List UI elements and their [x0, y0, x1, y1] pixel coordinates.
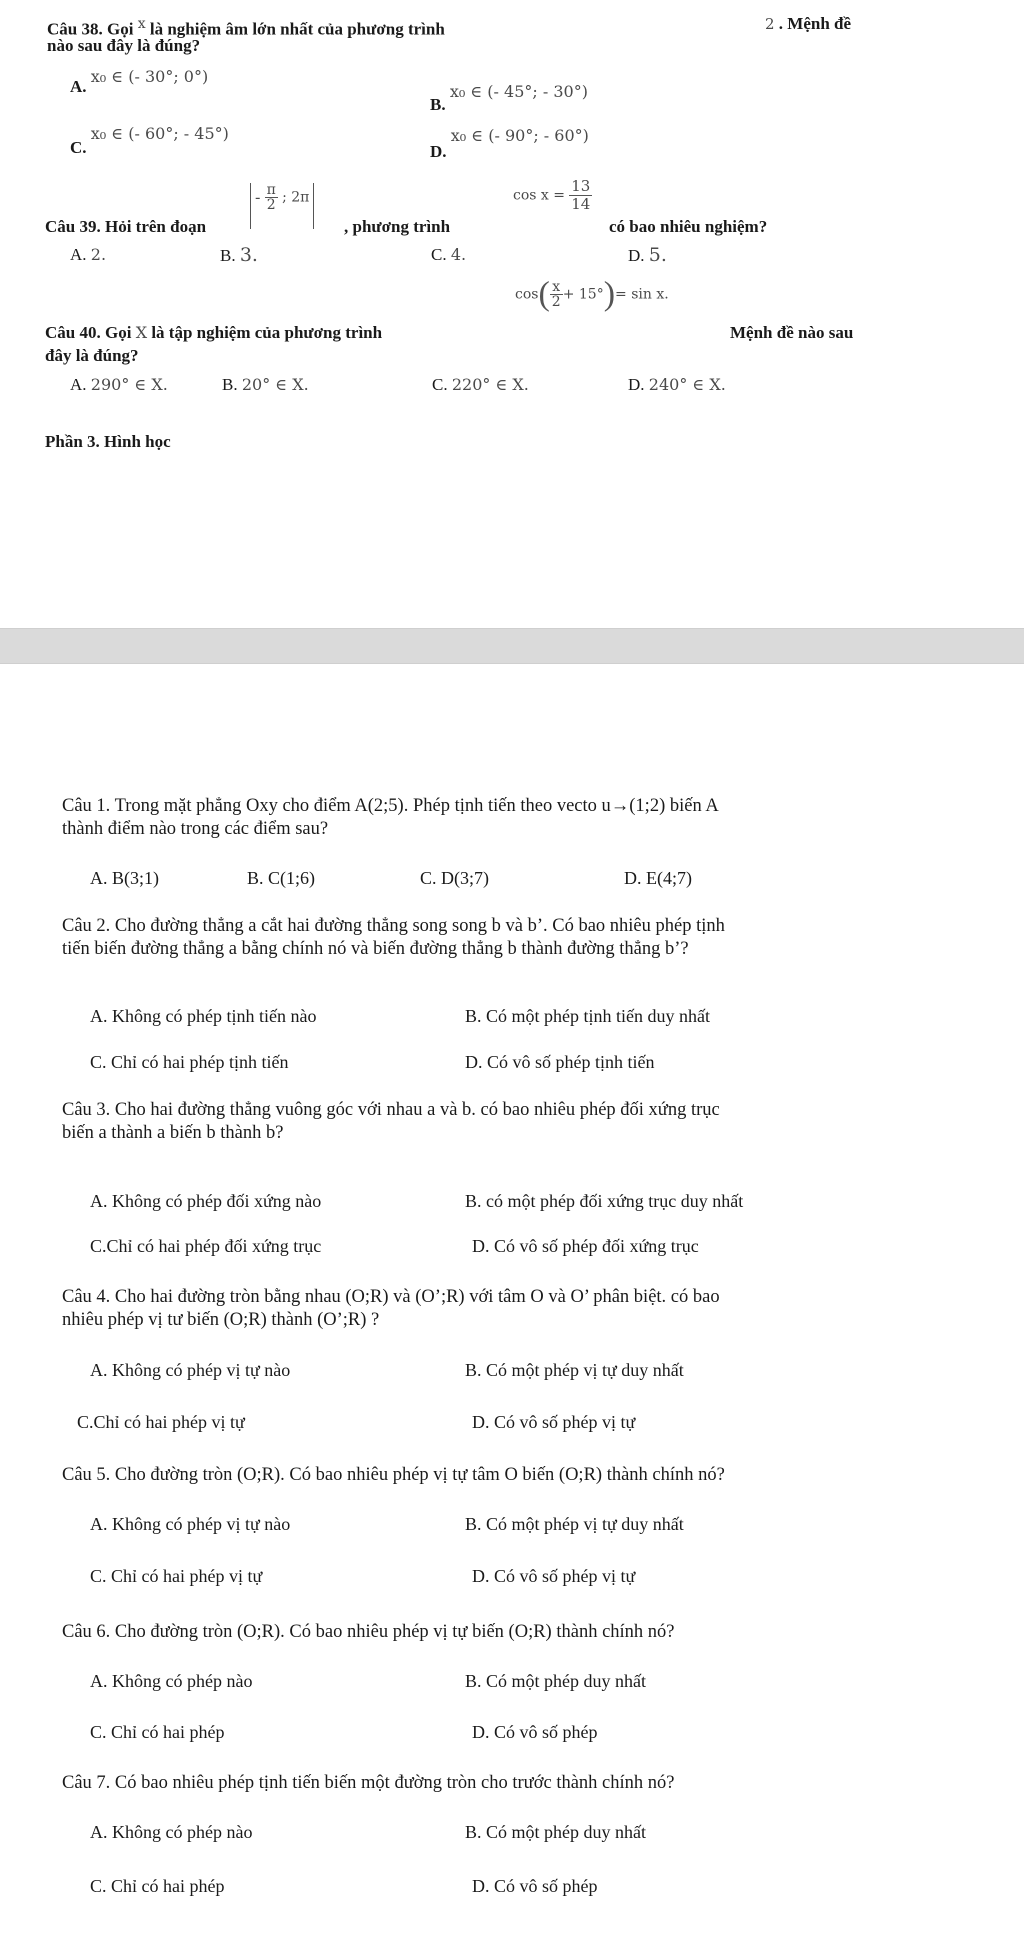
option-value: 5. [648, 244, 667, 266]
q1-option-a[interactable]: A. B(3;1) [90, 868, 159, 888]
q3-option-b[interactable]: B. có một phép đối xứng trục duy nhất [465, 1191, 744, 1211]
q7-option-b[interactable]: B. Có một phép duy nhất [465, 1822, 646, 1842]
q39-phrase: , phương trình [344, 217, 451, 236]
q40-set-x: X [135, 323, 148, 342]
q7-line1: Câu 7. Có bao nhiêu phép tịnh tiến biến một đường tròn cho trước thành chính nó? [62, 1773, 675, 1793]
q39-interval-bracket [250, 183, 314, 229]
q5-line1: Câu 5. Cho đường tròn (O;R). Có bao nhiêu phép vị tự tâm O biến (O;R) thành chính nó? [62, 1465, 725, 1485]
page-separator [0, 628, 1024, 664]
q38-option-d[interactable] [430, 126, 589, 163]
q40-tail: Mệnh đề nào sau [730, 323, 854, 342]
q39-interval [250, 183, 314, 233]
q5-option-c[interactable]: C. Chỉ có hai phép vị tự [90, 1566, 263, 1586]
q40-plus: + 15° [562, 286, 604, 303]
q1-line2: thành điểm nào trong các điểm sau? [62, 819, 329, 839]
q2-option-c[interactable]: C. Chỉ có hai phép tịnh tiến [90, 1052, 289, 1072]
q40-rhs: = sin x. [615, 286, 669, 303]
q7-option-d[interactable]: D. Có vô số phép [472, 1876, 598, 1896]
q1-option-b[interactable]: B. C(1;6) [247, 868, 316, 888]
q39-question: có bao nhiêu nghiệm? [609, 217, 768, 236]
q40-option-c[interactable]: C. 220° ∈ X. [432, 375, 529, 394]
q39-option-a[interactable]: A. 2. [70, 245, 107, 264]
q40-cos: cos [515, 286, 539, 303]
page-part1 [0, 0, 1024, 628]
q40-option-a[interactable]: A. 290° ∈ X. [70, 375, 168, 394]
option-expr: x₀ ∈ (- 90°; - 60°) [450, 126, 589, 145]
q38-tail [765, 13, 851, 35]
q40-intro: Câu 40. Gọi X là tập nghiệm của phương trình [45, 323, 383, 342]
q5-option-d[interactable]: D. Có vô số phép vị tự [472, 1566, 636, 1586]
q3-option-c[interactable]: C.Chỉ có hai phép đối xứng trục [90, 1236, 322, 1256]
option-label: A. [70, 77, 87, 96]
q1-option-c[interactable]: C. D(3;7) [420, 868, 489, 888]
q38-intro: Câu 38. Gọi [47, 19, 134, 39]
q4-option-d[interactable]: D. Có vô số phép vị tự [472, 1412, 636, 1432]
q39-pi-over-2: $\frac{\pi}{2}$ [266, 182, 276, 213]
q4-option-a[interactable]: A. Không có phép vị tự nào [90, 1360, 291, 1380]
q2-option-d[interactable]: D. Có vô số phép tịnh tiến [465, 1052, 655, 1072]
q38-line2: nào sau đây là đúng? [47, 36, 201, 55]
option-expr: x₀ ∈ (- 60°; - 45°) [90, 124, 229, 143]
q39-intro: Câu 39. Hỏi trên đoạn [45, 217, 207, 236]
q40-option-d[interactable]: D. 240° ∈ X. [628, 375, 726, 394]
q40-line2: đây là đúng? [45, 346, 139, 365]
option-expr: x₀ ∈ (- 30°; 0°) [90, 67, 209, 86]
q38-tail-text: . Mệnh đề [778, 14, 852, 33]
option-value: 220° ∈ X. [451, 375, 529, 394]
q40-equation: cos( $\frac{x}{2}$ + 15°)= sin x. [515, 275, 669, 313]
q3-line1: Câu 3. Cho hai đường thẳng vuông góc với nhau a và b. có bao nhiêu phép đối xứng trục [62, 1100, 720, 1120]
q6-line1: Câu 6. Cho đường tròn (O;R). Có bao nhiêu phép vị tự biến (O;R) thành chính nó? [62, 1622, 675, 1642]
q6-option-c[interactable]: C. Chỉ có hai phép [90, 1722, 225, 1742]
option-value: 3. [239, 244, 258, 266]
q1-line1: Câu 1. Trong mặt phẳng Oxy cho điểm A(2;5). Phép tịnh tiến theo vecto u→(1;2) biến A [62, 796, 719, 816]
q38-option-b[interactable] [430, 82, 588, 116]
q38-var: x [137, 16, 146, 32]
q39-fraction: $\frac{13}{14}$ [571, 177, 591, 213]
q39-option-c[interactable]: C. 4. [431, 245, 467, 264]
q2-option-b[interactable]: B. Có một phép tịnh tiến duy nhất [465, 1006, 710, 1026]
q1-option-d[interactable]: D. E(4;7) [624, 868, 692, 888]
option-label: D. [430, 142, 447, 161]
q5-option-a[interactable]: A. Không có phép vị tự nào [90, 1514, 291, 1534]
q3-option-a[interactable]: A. Không có phép đối xứng nào [90, 1191, 322, 1211]
option-label: B. [430, 95, 446, 114]
q6-option-b[interactable]: B. Có một phép duy nhất [465, 1671, 646, 1691]
option-value: 240° ∈ X. [648, 375, 726, 394]
q40-option-b[interactable]: B. 20° ∈ X. [222, 375, 309, 394]
option-value: 290° ∈ X. [90, 375, 168, 394]
option-label: C. [70, 138, 87, 157]
q7-option-a[interactable]: A. Không có phép nào [90, 1822, 253, 1842]
page-part2 [0, 664, 1024, 1933]
q3-line2: biến a thành a biến b thành b? [62, 1123, 284, 1143]
q39-option-b[interactable]: B. 3. [220, 244, 258, 266]
q39-option-d[interactable]: D. 5. [628, 244, 667, 266]
q4-line1: Câu 4. Cho hai đường tròn bằng nhau (O;R) và (O’;R) với tâm O và O’ phân biệt. có bao [62, 1287, 720, 1307]
q4-line2: nhiêu phép vị tư biến (O;R) thành (O’;R) ? [62, 1310, 380, 1330]
q4-option-b[interactable]: B. Có một phép vị tự duy nhất [465, 1360, 684, 1380]
q39-equation [513, 178, 592, 228]
section-heading: Phần 3. Hình học [45, 432, 171, 451]
option-value: 4. [450, 245, 467, 264]
q38-statement: là nghiệm âm lớn nhất của phương trình [149, 19, 445, 39]
q2-option-a[interactable]: A. Không có phép tịnh tiến nào [90, 1006, 317, 1026]
q39-minus: - [255, 187, 261, 207]
q6-option-d[interactable]: D. Có vô số phép [472, 1722, 598, 1742]
q2-line2: tiến biến đường thẳng a bằng chính nó và biến đường thẳng b thành đường thẳng b’? [62, 939, 689, 959]
q38-number: 2 [765, 15, 775, 33]
option-expr: x₀ ∈ (- 45°; - 30°) [449, 82, 588, 101]
q39-interval-right: ; 2π [282, 189, 310, 206]
q3-option-d[interactable]: D. Có vô số phép đối xứng trục [472, 1236, 699, 1256]
q4-option-c[interactable]: C.Chỉ có hai phép vị tự [77, 1412, 245, 1432]
option-value: 20° ∈ X. [241, 375, 309, 394]
q5-option-b[interactable]: B. Có một phép vị tự duy nhất [465, 1514, 684, 1534]
option-value: 2. [90, 245, 107, 264]
q38-option-a[interactable] [70, 67, 209, 98]
q7-option-c[interactable]: C. Chỉ có hai phép [90, 1876, 225, 1896]
q38-option-c[interactable] [70, 124, 229, 159]
q2-line1: Câu 2. Cho đường thẳng a cắt hai đường thẳng song song b và b’. Có bao nhiêu phép tịnh [62, 916, 725, 936]
q6-option-a[interactable]: A. Không có phép nào [90, 1671, 253, 1691]
q40-x-over-2: $\frac{x}{2}$ [551, 279, 561, 310]
q39-cos: cos x = [513, 187, 565, 204]
